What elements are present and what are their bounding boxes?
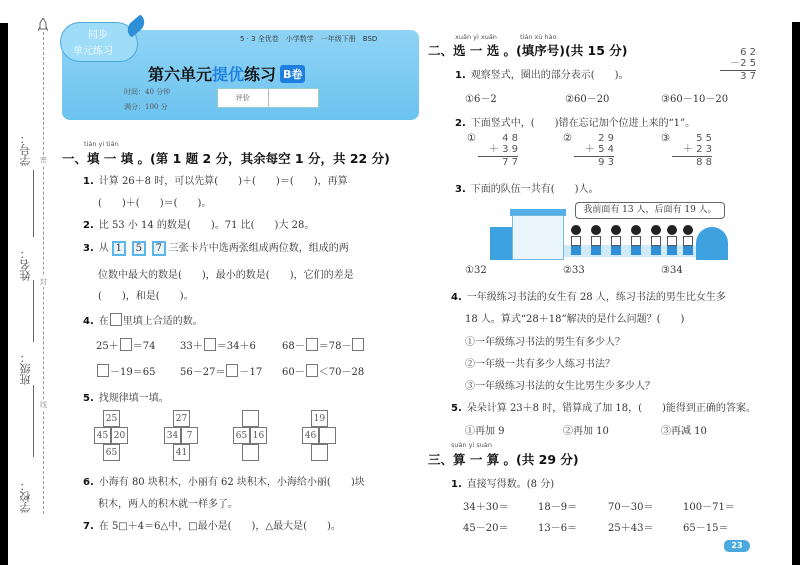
answer-box[interactable] [204, 338, 216, 351]
s3-calc-4: 100－71＝ [683, 502, 735, 513]
cut-mark-feng: 封 [40, 278, 47, 286]
s1-q1-line2: ( )＋( )＝( )。 [98, 198, 212, 209]
s2-q3-option-2[interactable]: ②33 [563, 265, 585, 276]
cross-top: 25 [103, 410, 120, 427]
student-number-label: 学号： [19, 133, 32, 166]
answer-box[interactable] [120, 338, 132, 351]
left-scan-border [0, 23, 8, 565]
cross-bottom-blank[interactable] [242, 444, 259, 461]
s2-q2-option-3-vertical: 5 5 ＋ 2 3 8 8 [672, 133, 712, 168]
cross-right: 7 [181, 427, 198, 444]
s1-q4-item-4: －19＝65 [96, 363, 155, 378]
answer-box-sample [110, 313, 122, 326]
s3-calc-3: 70－30＝ [608, 502, 654, 513]
section3-pinyin: suàn yi suàn [451, 441, 493, 449]
cross-left: 34 [164, 427, 181, 444]
cross-right-blank[interactable] [319, 427, 336, 444]
child-figure [590, 225, 602, 257]
s1-q4-item-6: 60－ ＜70－28 [282, 363, 364, 378]
cross-bottom: 65 [103, 444, 120, 461]
name-line [33, 280, 34, 342]
s1-q3-line2: 位数中最大的数是( )，最小的数是( )，它们的差是 [98, 270, 354, 281]
pattern-cross-3 [233, 410, 284, 468]
number-card-3: 7 [152, 241, 166, 256]
s2-q3: 3. 下面的队伍一共有( )人。 [455, 184, 599, 195]
cross-top-blank[interactable] [242, 410, 259, 427]
s2-q2-option-1-label[interactable]: ① [467, 133, 476, 144]
s2-q2-option-1-vertical: 4 8 ＋ 3 9 7 7 [478, 133, 518, 168]
bush [696, 227, 728, 260]
house [512, 215, 564, 260]
school-label: 学校： [19, 480, 32, 513]
s2-q3-option-3[interactable]: ③34 [661, 265, 683, 276]
s2-q1-vertical-subtraction [720, 47, 756, 82]
pattern-cross-1 [94, 410, 145, 468]
section2-pinyin-2: tián xù hào [520, 33, 557, 41]
child-figure [666, 225, 678, 257]
s2-q5-option-1[interactable]: ①再加 9 [465, 426, 505, 437]
student-number-line [33, 170, 34, 237]
cross-right: 16 [250, 427, 267, 444]
cloud-text-line1: 同步 [88, 30, 108, 41]
child-figure [610, 225, 622, 257]
s3-calc-5: 45－20＝ [463, 523, 509, 534]
s2-q2-option-3-label[interactable]: ③ [661, 133, 670, 144]
section1-pinyin: tián yi tián [84, 140, 119, 148]
s2-q1: 1. 观察竖式，圈出的部分表示( )。 [455, 70, 629, 81]
page-title [148, 62, 305, 85]
name-label: 姓名： [19, 248, 32, 281]
cut-mark-mi: 密 [40, 156, 47, 164]
pattern-cross-2 [164, 410, 215, 468]
b-volume-badge: B卷 [280, 65, 305, 83]
class-line [33, 385, 34, 457]
s1-q3-line3: ( )，和是( )。 [98, 291, 194, 302]
s1-q7: 7. 在 5□＋4＝6△中，□最小是( )，△最大是( )。 [83, 521, 341, 532]
s1-q6-line1: 6. 小海有 80 块积木，小丽有 62 块积木，小海给小丽( )块 [83, 477, 365, 488]
section2-heading: 二、选 一 选 。(填序号)(共 15 分) [428, 43, 628, 58]
time-limit: 时间：40 分钟 [124, 88, 171, 96]
cross-top: 19 [311, 410, 328, 427]
s2-q4-line1: 4. 一年级练习书法的女生有 28 人，练习书法的男生比女生多 [451, 292, 726, 303]
right-scan-border [792, 22, 800, 565]
title-highlight: 提优 [212, 65, 245, 84]
score-evaluation-box [217, 88, 319, 108]
brick-wall [490, 227, 512, 260]
s2-q1-option-3[interactable]: ③60－10－20 [661, 94, 729, 105]
binding-dotted-line [43, 32, 44, 514]
queue-illustration [490, 205, 728, 260]
child-figure [570, 225, 582, 257]
cross-top: 27 [173, 410, 190, 427]
answer-box[interactable] [306, 364, 318, 377]
title-part2: 练习 [244, 65, 277, 84]
s3-q1: 1. 直接写得数。(8 分) [451, 479, 555, 490]
answer-box[interactable] [306, 338, 318, 351]
section3-heading: 三、算 一 算 。(共 29 分) [428, 452, 579, 467]
s1-q6-line2: 积木，两人的积木就一样多了。 [98, 499, 238, 510]
s2-q5: 5. 朵朵计算 23＋8 时，错算成了加 18，( )能得到正确的答案。 [451, 403, 756, 414]
s3-calc-8: 65－15＝ [683, 523, 729, 534]
s2-q4-option-1[interactable]: ①一年级练习书法的男生有多少人？ [465, 337, 625, 348]
s3-calc-6: 13－6＝ [538, 523, 578, 534]
s1-q5: 5. 找规律填一填。 [83, 393, 169, 404]
score-label: 评价 [235, 94, 250, 102]
s2-q5-option-2[interactable]: ②再加 10 [563, 426, 609, 437]
s1-q2: 2. 比 53 小 14 的数是( )。71 比( )大 28。 [83, 220, 315, 231]
cross-left: 46 [302, 427, 319, 444]
s2-q4-line2: 18 人。算式“28＋18”解决的是什么问题？( ) [465, 314, 685, 325]
child-figure [630, 225, 642, 257]
s1-q4-item-3: 68－ ＝78－ [282, 337, 365, 352]
answer-box[interactable] [352, 338, 364, 351]
child-figure [682, 225, 694, 257]
s2-q5-option-3[interactable]: ③再减 10 [661, 426, 707, 437]
s3-calc-7: 25＋43＝ [608, 523, 654, 534]
s3-calc-1: 34＋30＝ [463, 502, 509, 513]
cross-right: 20 [111, 427, 128, 444]
vertical-row1: 6 2 [740, 47, 756, 58]
s2-q2-option-2-vertical: 2 9 ＋ 5 4 9 3 [574, 133, 614, 168]
section2-pinyin-1: xuǎn yi xuǎn [455, 33, 497, 41]
cross-left: 45 [94, 427, 111, 444]
s2-q1-option-2[interactable]: ②60－20 [565, 94, 610, 105]
s2-q4-option-3[interactable]: ③一年级练习书法的女生比男生少多少人？ [465, 381, 655, 392]
number-card-1: 1 [112, 241, 126, 256]
s1-q4-item-2: 33＋ ＝34＋6 [180, 337, 256, 352]
score-value-field[interactable] [268, 89, 319, 107]
cut-mark-xian: 线 [40, 401, 47, 409]
s1-q4: 4. 在 里填上合适的数。 [83, 312, 203, 327]
number-card-2: 5 [132, 241, 146, 256]
page-number-rocket: 23 [724, 540, 750, 552]
section1-heading: 一、填 一 填 。(第 1 题 2 分，其余每空 1 分，共 22 分) [62, 151, 390, 166]
cloud-text-line2: 单元练习 [73, 46, 113, 57]
s2-q1-option-1[interactable]: ①6－2 [465, 94, 497, 105]
s1-q4-item-1: 25＋ ＝74 [96, 337, 155, 352]
rocket-icon [38, 18, 48, 32]
pattern-cross-4 [302, 410, 353, 468]
vertical-result: 3 7 [720, 70, 756, 82]
s1-q3-line1: 3. 从 1 5 7 三张卡片中选两张组成两位数，组成的两 [83, 243, 349, 254]
s2-q3-option-1[interactable]: ①32 [465, 265, 487, 276]
vertical-row2: －2 5 [730, 58, 756, 69]
cross-left: 65 [233, 427, 250, 444]
cross-bottom-blank[interactable] [311, 444, 328, 461]
class-label: 班级： [19, 352, 32, 385]
s2-q2: 2. 下面竖式中，( )错在忘记加个位进上来的“1”。 [455, 118, 696, 129]
title-part1: 第六单元 [148, 65, 213, 84]
speech-bubble: 我前面有 13 人，后面有 19 人。 [575, 202, 725, 219]
cross-bottom: 41 [173, 444, 190, 461]
s3-calc-2: 18－9＝ [538, 502, 578, 513]
s2-q4-option-2[interactable]: ②一年级一共有多少人练习书法？ [465, 359, 615, 370]
s1-q4-item-5: 56－27＝ －17 [180, 363, 262, 378]
series-label: 5 · 3 全优卷 小学数学 一年级下册 BSD [240, 35, 378, 43]
answer-box[interactable] [226, 364, 238, 377]
child-figure-speaker [650, 225, 662, 257]
full-score: 满分：100 分 [124, 103, 168, 111]
s1-q1-line1: 1. 计算 26＋8 时，可以先算( )＋( )＝( )，再算 [83, 176, 348, 187]
answer-box[interactable] [97, 364, 109, 377]
s2-q2-option-2-label[interactable]: ② [563, 133, 572, 144]
